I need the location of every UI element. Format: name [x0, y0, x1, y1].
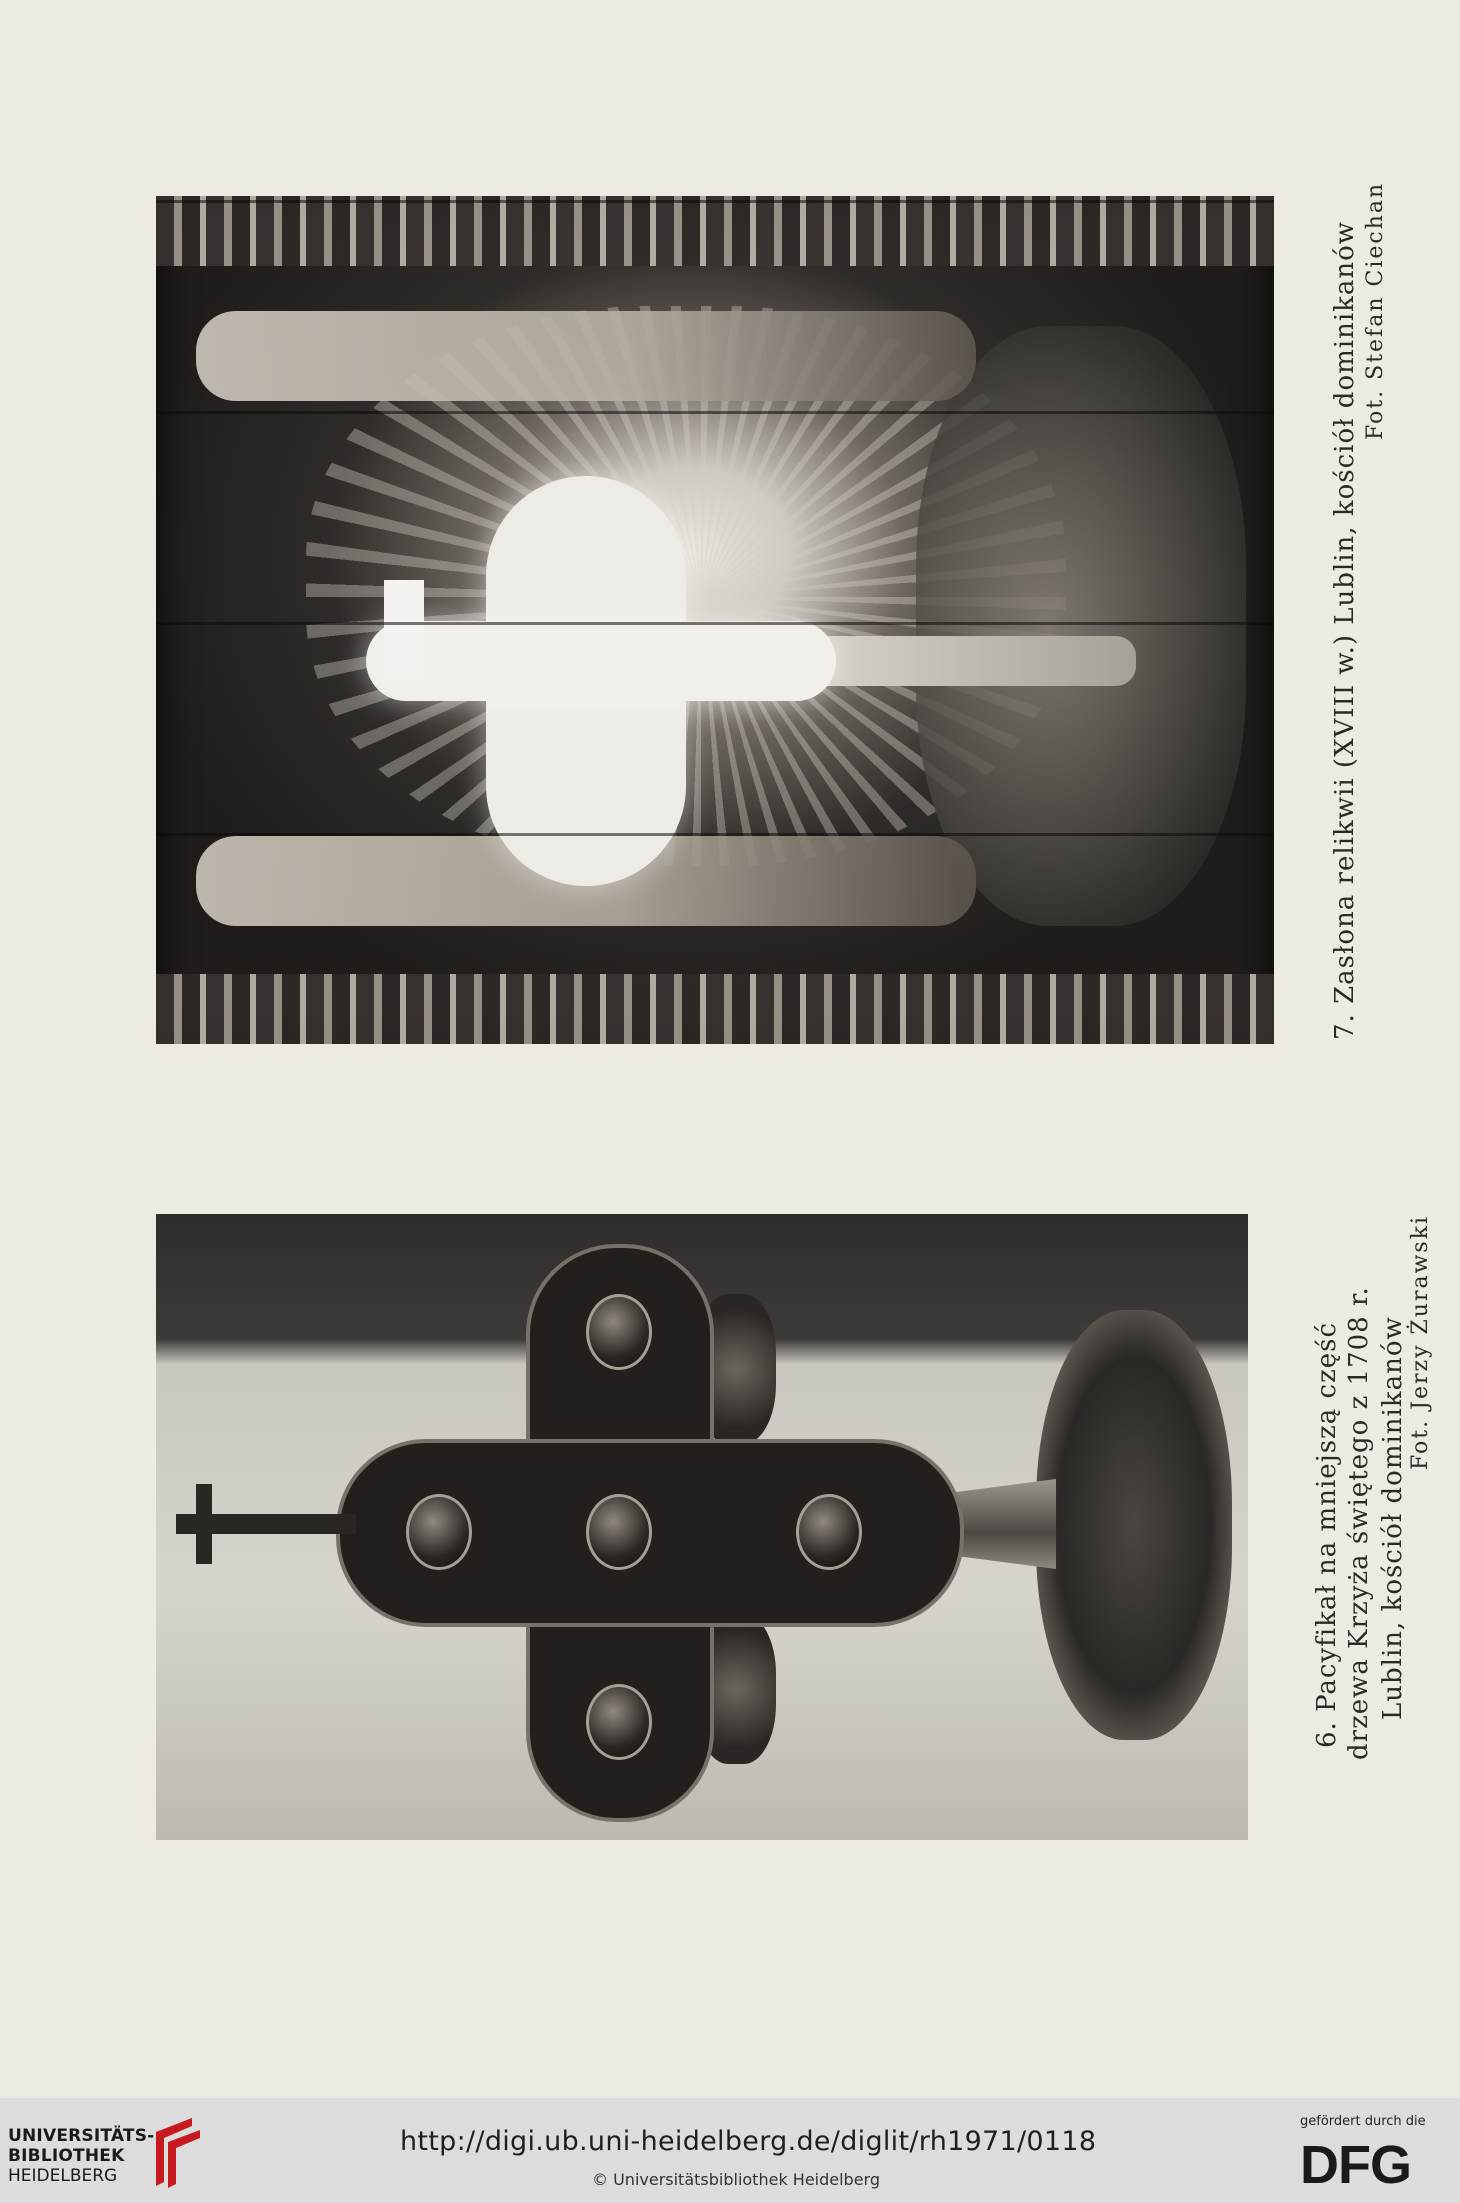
- pacifical-gem-5: [586, 1684, 652, 1760]
- caption-figure-6-line-2: drzewa Krzyża świętego z 1708 r.: [1344, 1286, 1374, 1760]
- pacifical-gem-4: [796, 1494, 862, 1570]
- funding-note: gefördert durch die: [1300, 2114, 1426, 2129]
- pacifical-gem-1: [586, 1294, 652, 1370]
- library-name-line-1: UNIVERSITÄTS-: [8, 2126, 155, 2146]
- photo-pacifical: [156, 1214, 1248, 1840]
- photo-credit-figure-6: Fot. Jerzy Żurawski: [1408, 1214, 1433, 1470]
- caption-figure-7: 7. Zasłona relikwii (XVIII w.) Lublin, kościół dominikanów: [1330, 220, 1360, 1040]
- pacifical-finial-crossbar: [196, 1484, 212, 1564]
- pacifical-gem-3: [586, 1494, 652, 1570]
- library-logo-icon: [148, 2112, 204, 2190]
- library-name-line-3: HEIDELBERG: [8, 2166, 118, 2186]
- caption-figure-6-line-3: Lublin, kościół dominikanów: [1378, 1316, 1408, 1720]
- dfg-logo: DFG: [1300, 2135, 1411, 2195]
- library-logo-text: [8, 2126, 154, 2186]
- pacifical-base: [1036, 1310, 1232, 1740]
- photo-reliquary-veil: [156, 196, 1274, 1044]
- permalink-url[interactable]: http://digi.ub.uni-heidelberg.de/diglit/rh1971/0118: [400, 2126, 1097, 2157]
- veil-plank-seams: [156, 196, 1274, 1044]
- copyright-notice: © Universitätsbibliothek Heidelberg: [592, 2170, 881, 2189]
- footer-bar: [0, 2098, 1460, 2203]
- pacifical-gem-2: [406, 1494, 472, 1570]
- library-name-line-2: BIBLIOTHEK: [8, 2146, 125, 2166]
- caption-figure-6-line-1: 6. Pacyfikał na mniejszą część: [1312, 1321, 1342, 1748]
- photo-credit-figure-7: Fot. Stefan Ciechan: [1363, 181, 1388, 440]
